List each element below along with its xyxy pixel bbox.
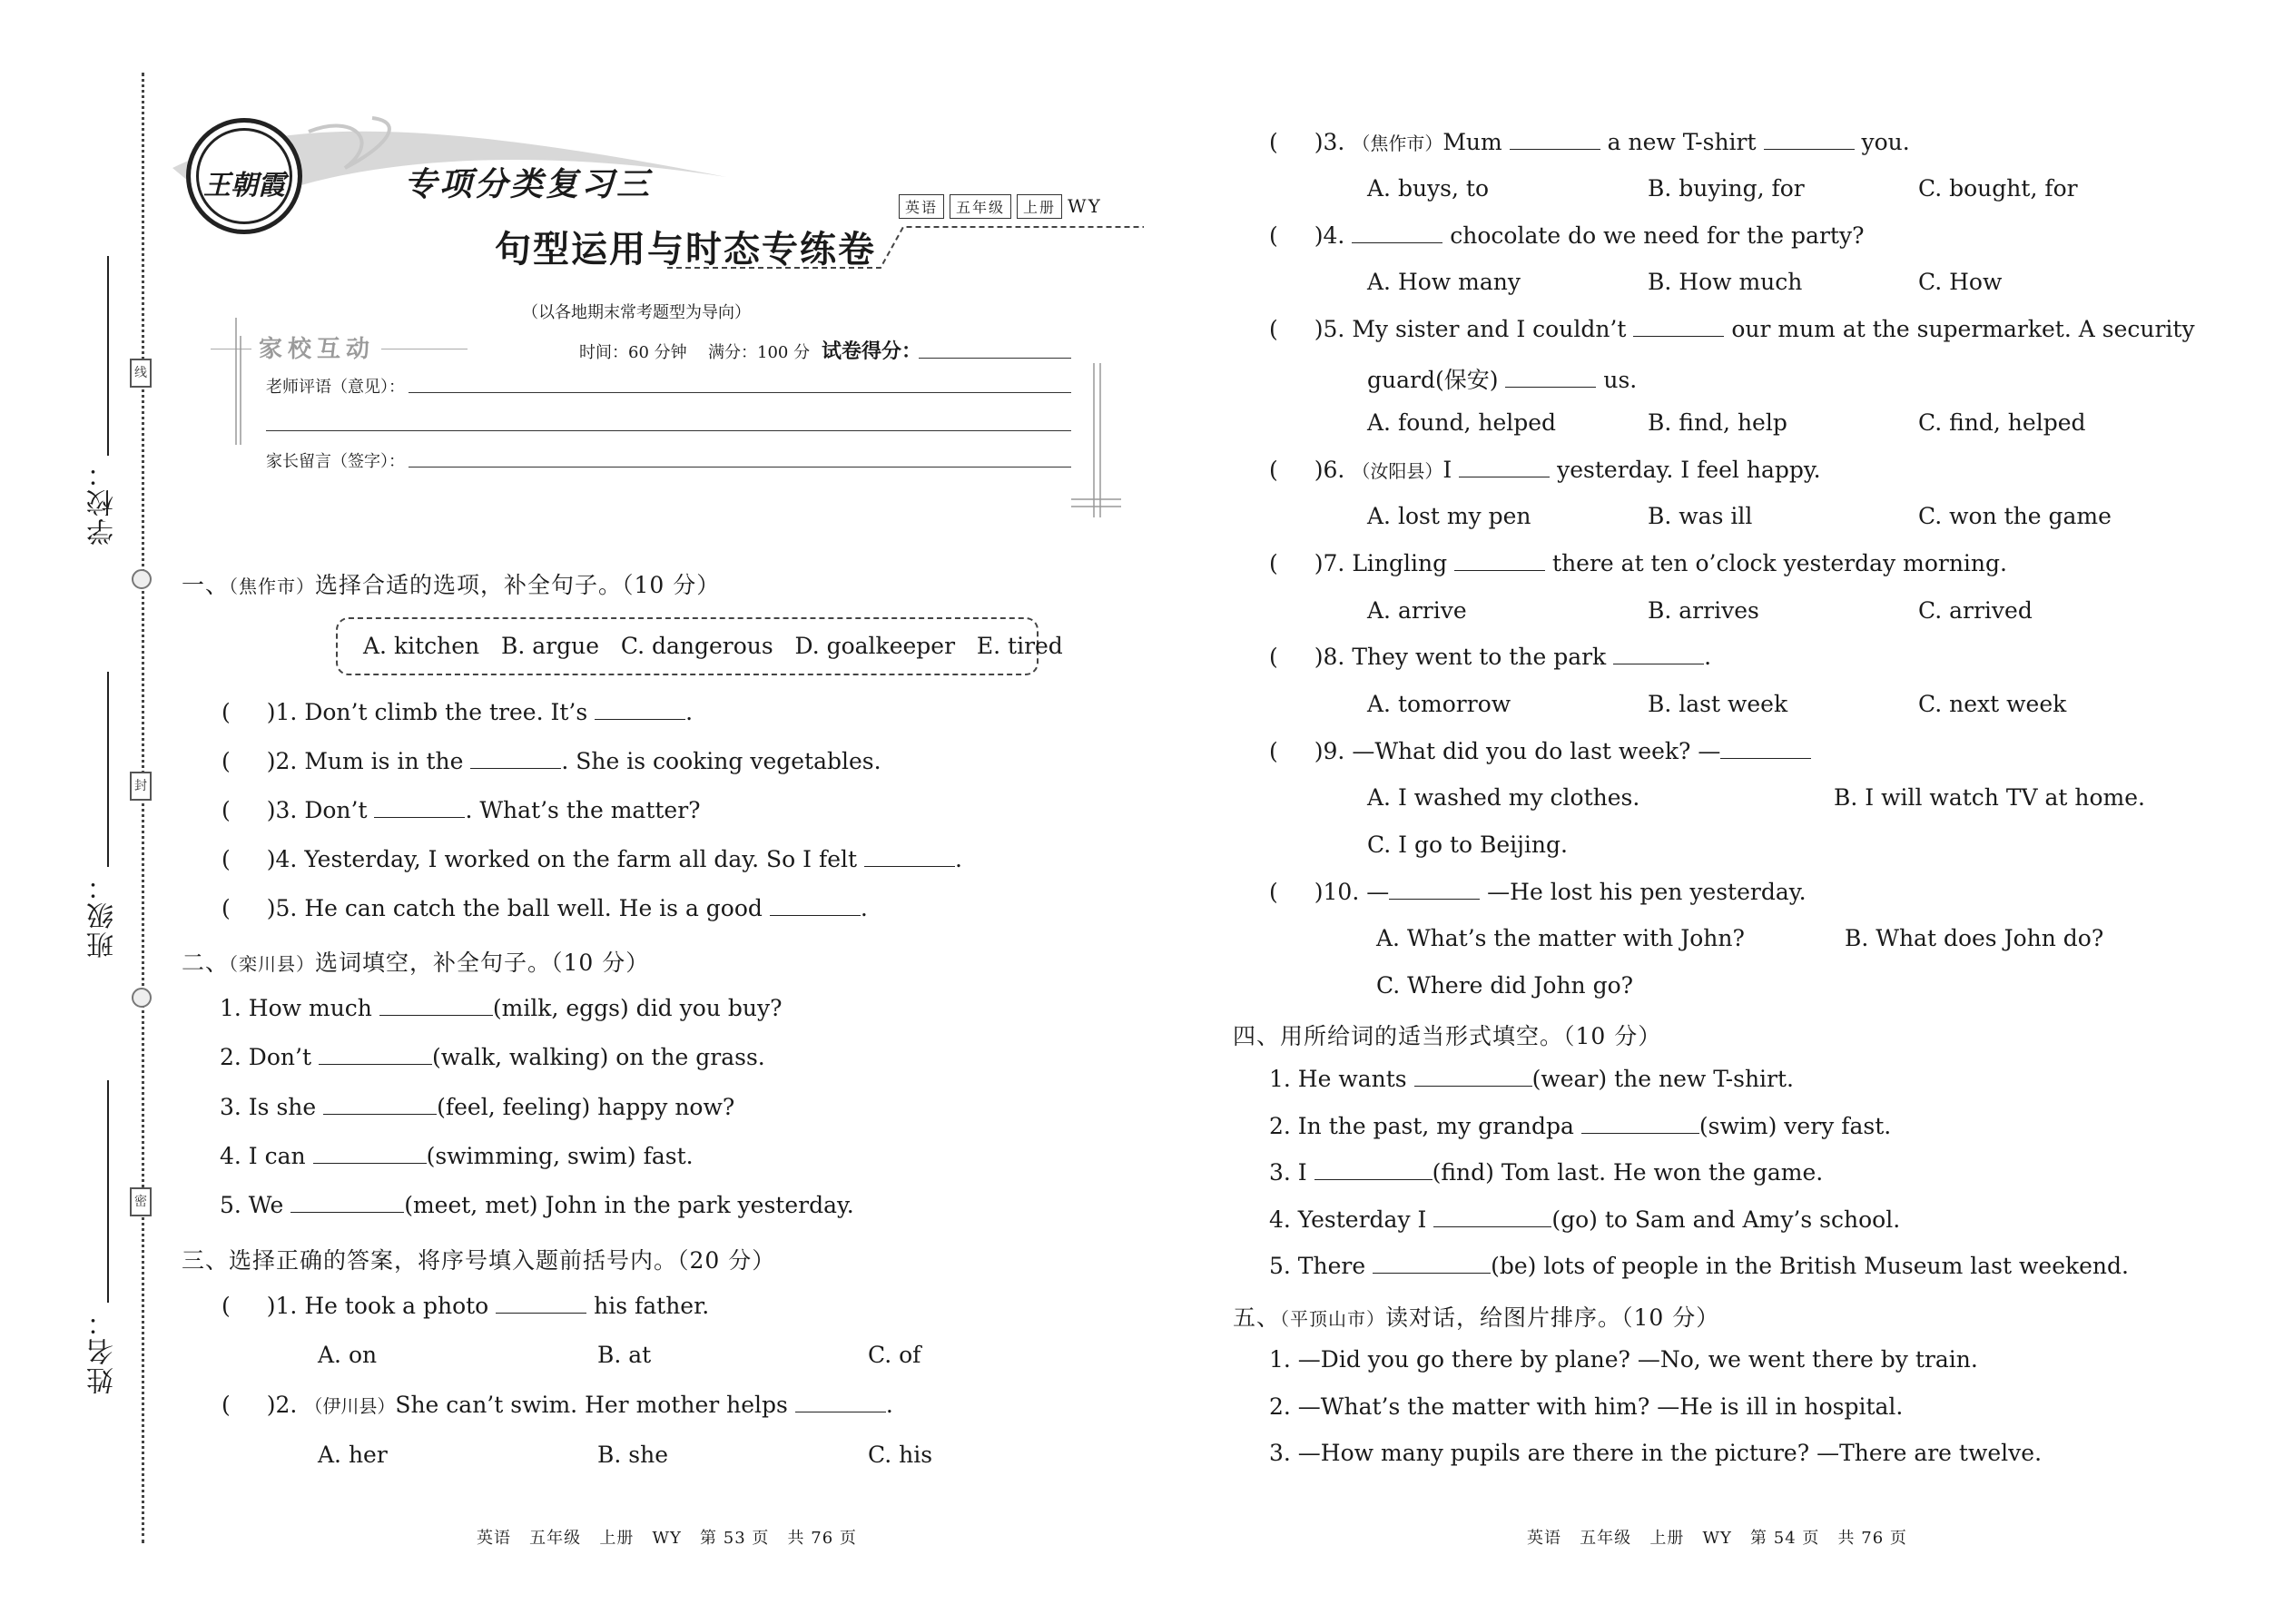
s5-dialogue-2: 2. —What’s the matter with him? —He is ill in hospital. — [1269, 1393, 1904, 1420]
s3-question-8: ( )8. They went to the park . — [1269, 644, 1712, 670]
s3-q10-option-c[interactable]: C. Where did John go? — [1376, 972, 1634, 999]
name-label: 姓名： — [87, 1307, 119, 1394]
binding-hole — [132, 988, 152, 1008]
comment-frame-decoration — [227, 309, 1126, 527]
binding-hole — [132, 569, 152, 589]
home-school-label: 家校互动 — [259, 336, 376, 363]
footer-right-page: 英语 五年级 上册 WY 第 54 页 共 76 页 — [1527, 1529, 1907, 1548]
s3-q3-option-a[interactable]: A. buys, to — [1367, 175, 1489, 202]
s4-question-1: 1. He wants (wear) the new T-shirt. — [1269, 1066, 1794, 1092]
s3-q5-option-b[interactable]: B. find, help — [1648, 409, 1787, 436]
s3-q6-option-a[interactable]: A. lost my pen — [1367, 503, 1531, 529]
s3-question-1: ( )1. He took a photo his father. — [222, 1293, 710, 1319]
school-label: 学校： — [87, 458, 119, 546]
s3-q7-option-c[interactable]: C. arrived — [1918, 597, 2033, 624]
binding-dotted-line — [142, 73, 144, 1543]
section-2-heading: 二、（栾川县）选词填空，补全句子。（10 分） — [182, 950, 650, 976]
s2-question-4: 4. I can (swimming, swim) fast. — [220, 1143, 694, 1169]
s3-q2-option-b[interactable]: B. she — [597, 1442, 668, 1468]
cut-mark: 线 — [130, 359, 152, 388]
answer-blank[interactable] — [374, 799, 465, 818]
s3-q1-option-b[interactable]: B. at — [597, 1342, 652, 1368]
s4-question-4: 4. Yesterday I (go) to Sam and Amy’s school. — [1269, 1206, 1901, 1233]
answer-blank[interactable] — [1510, 131, 1600, 150]
s2-question-3: 3. Is she (feel, feeling) happy now? — [220, 1094, 735, 1120]
s3-q4-option-c[interactable]: C. How — [1918, 269, 2003, 295]
answer-blank[interactable] — [1314, 1161, 1433, 1180]
s3-question-10: ( )10. — —He lost his pen yesterday. — [1269, 879, 1807, 905]
full-score: 满分：100 分 — [708, 343, 811, 362]
answer-blank[interactable] — [1373, 1255, 1491, 1274]
s2-question-1: 1. How much (milk, eggs) did you buy? — [220, 995, 783, 1021]
s5-dialogue-1: 1. —Did you go there by plane? —No, we went there by train. — [1269, 1346, 1978, 1373]
s3-q10-option-b[interactable]: B. What does John do? — [1845, 925, 2104, 951]
class-label: 班级： — [87, 871, 119, 959]
s4-question-5: 5. There (be) lots of people in the British Museum last weekend. — [1269, 1253, 2129, 1279]
publisher-logo: 王朝霞 — [186, 118, 302, 234]
s3-q4-option-a[interactable]: A. How many — [1367, 269, 1521, 295]
name-field[interactable] — [107, 1080, 109, 1303]
answer-blank[interactable] — [795, 1393, 886, 1412]
s1-question-1: ( )1. Don’t climb the tree. It’s . — [222, 699, 694, 725]
answer-blank[interactable] — [1720, 740, 1811, 759]
section-3-heading: 三、选择正确的答案，将序号填入题前括号内。（20 分） — [182, 1247, 776, 1274]
s3-q8-option-c[interactable]: C. next week — [1918, 691, 2067, 717]
answer-blank[interactable] — [1613, 645, 1704, 664]
answer-blank[interactable] — [379, 997, 493, 1016]
s3-question-7: ( )7. Lingling there at ten o’clock yesterday morning. — [1269, 550, 2007, 576]
time-limit: 时间：60 分钟 — [579, 343, 687, 362]
s3-q9-option-a[interactable]: A. I washed my clothes. — [1367, 784, 1640, 811]
answer-blank[interactable] — [470, 750, 561, 769]
answer-blank[interactable] — [1581, 1115, 1699, 1134]
s3-question-5: ( )5. My sister and I couldn’t our mum at the supermarket. A security — [1269, 316, 2195, 342]
s4-question-2: 2. In the past, my grandpa (swim) very fast. — [1269, 1113, 1892, 1139]
grade-tags: 英语 五年级 上册 WY — [899, 194, 1102, 219]
s3-q5-option-a[interactable]: A. found, helped — [1367, 409, 1557, 436]
word-bank-options: A. kitchen B. argue C. dangerous D. goalkeeper E. tired — [363, 633, 1063, 659]
s3-question-2: ( )2. （伊川县）She can’t swim. Her mother helps . — [222, 1392, 893, 1418]
s1-question-4: ( )4. Yesterday, I worked on the farm all day. So I felt . — [222, 846, 962, 872]
answer-blank[interactable] — [770, 897, 861, 916]
teacher-comment-label: 老师评语（意见）： — [266, 378, 405, 397]
parent-comment-label: 家长留言（签字）： — [266, 452, 405, 471]
s1-question-3: ( )3. Don’t . What’s the matter? — [222, 797, 701, 823]
s3-question-4: ( )4. chocolate do we need for the party? — [1269, 222, 1865, 249]
s3-question-3: ( )3. （焦作市）Mum a new T-shirt you. — [1269, 129, 1910, 155]
s3-q5-option-c[interactable]: C. find, helped — [1918, 409, 2086, 436]
answer-blank[interactable] — [313, 1145, 427, 1164]
section-4-heading: 四、用所给词的适当形式填空。（10 分） — [1233, 1023, 1662, 1049]
answer-blank[interactable] — [1764, 131, 1855, 150]
subject-title: 专项分类复习三 — [404, 165, 653, 203]
answer-blank[interactable] — [496, 1294, 586, 1314]
answer-blank[interactable] — [1454, 552, 1545, 571]
cut-mark: 密 — [130, 1187, 152, 1216]
answer-blank[interactable] — [319, 1046, 432, 1065]
s3-q1-option-c[interactable]: C. of — [868, 1342, 921, 1368]
s3-q1-option-a[interactable]: A. on — [318, 1342, 378, 1368]
s1-question-2: ( )2. Mum is in the . She is cooking vegetables. — [222, 748, 881, 774]
answer-blank[interactable] — [1433, 1208, 1551, 1227]
answer-blank[interactable] — [1459, 458, 1550, 477]
section-1-heading: 一、（焦作市）选择合适的选项，补全句子。（10 分） — [182, 572, 721, 598]
s3-q6-option-c[interactable]: C. won the game — [1918, 503, 2112, 529]
answer-blank[interactable] — [1505, 369, 1596, 388]
s3-q8-option-b[interactable]: B. last week — [1648, 691, 1788, 717]
answer-blank[interactable] — [864, 848, 955, 867]
section-5-heading: 五、（平顶山市）读对话，给图片排序。（10 分） — [1233, 1304, 1720, 1331]
s3-question-6: ( )6. （汝阳县）I yesterday. I feel happy. — [1269, 457, 1821, 483]
school-field[interactable] — [107, 256, 109, 456]
answer-blank[interactable] — [1352, 224, 1442, 243]
cut-mark: 封 — [130, 772, 152, 801]
s3-q3-option-c[interactable]: C. bought, for — [1918, 175, 2078, 202]
answer-blank[interactable] — [290, 1194, 404, 1213]
s3-q7-option-b[interactable]: B. arrives — [1648, 597, 1759, 624]
s3-question-5-line-2: guard(保安) us. — [1367, 367, 1638, 393]
s3-q2-option-c[interactable]: C. his — [868, 1442, 933, 1468]
s3-q4-option-b[interactable]: B. How much — [1648, 269, 1803, 295]
s3-q10-option-a[interactable]: A. What’s the matter with John? — [1376, 925, 1745, 951]
score-label: 试卷得分： — [822, 340, 922, 363]
answer-blank[interactable] — [1414, 1068, 1532, 1087]
s2-question-2: 2. Don’t (walk, walking) on the grass. — [220, 1044, 765, 1070]
class-field[interactable] — [107, 672, 109, 867]
answer-blank[interactable] — [323, 1096, 437, 1115]
subtitle: （以各地期末常考题型为导向） — [522, 303, 751, 322]
answer-blank[interactable] — [595, 701, 685, 720]
s3-q3-option-b[interactable]: B. buying, for — [1648, 175, 1805, 202]
main-title: 句型运用与时态专练卷 — [495, 228, 876, 271]
s3-q9-option-c[interactable]: C. I go to Beijing. — [1367, 832, 1568, 858]
s3-q8-option-a[interactable]: A. tomorrow — [1367, 691, 1511, 717]
footer-left-page: 英语 五年级 上册 WY 第 53 页 共 76 页 — [477, 1529, 857, 1548]
s2-question-5: 5. We (meet, met) John in the park yesterday. — [220, 1192, 854, 1218]
s3-question-9: ( )9. —What did you do last week? — — [1269, 738, 1811, 764]
s3-q9-option-b[interactable]: B. I will watch TV at home. — [1834, 784, 2145, 811]
answer-blank[interactable] — [1389, 881, 1480, 900]
s5-dialogue-3: 3. —How many pupils are there in the picture? —There are twelve. — [1269, 1440, 2043, 1466]
s1-question-5: ( )5. He can catch the ball well. He is a good . — [222, 895, 868, 921]
s4-question-3: 3. I (find) Tom last. He won the game. — [1269, 1159, 1824, 1186]
s3-q7-option-a[interactable]: A. arrive — [1367, 597, 1467, 624]
s3-q6-option-b[interactable]: B. was ill — [1648, 503, 1753, 529]
title-dashed-underline — [663, 218, 1153, 281]
answer-blank[interactable] — [1633, 318, 1724, 337]
s3-q2-option-a[interactable]: A. her — [318, 1442, 388, 1468]
